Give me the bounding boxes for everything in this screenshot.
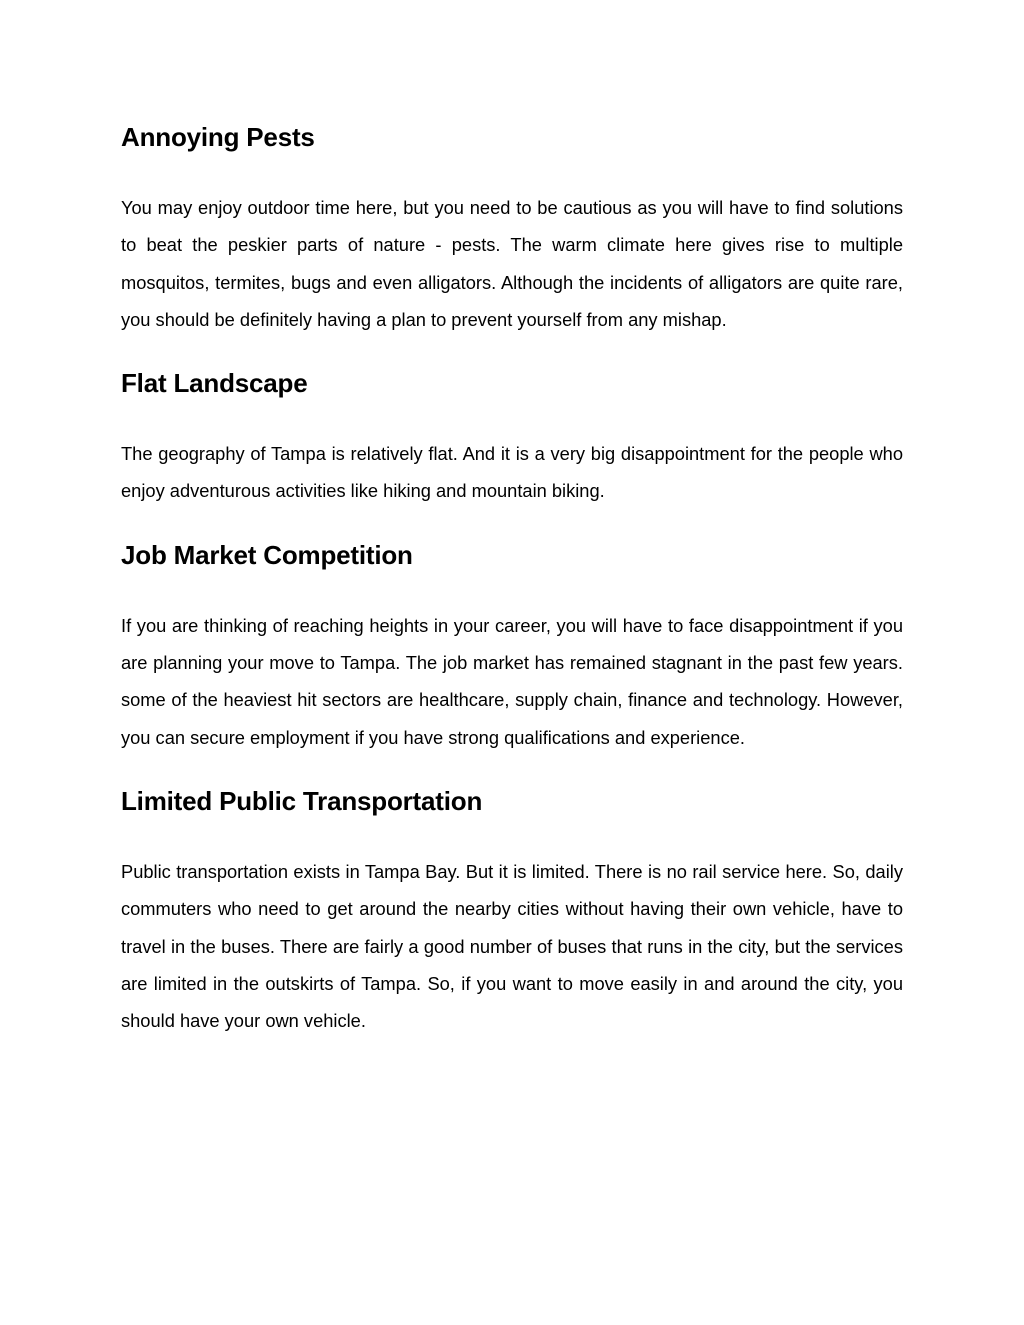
- section-heading-job-market: Job Market Competition: [121, 539, 413, 570]
- document-page: [121, 112, 903, 1039]
- spacer: [121, 408, 903, 435]
- section-body-flat-landscape: The geography of Tampa is relatively flat. And it is a very big disappointment for the people who enjoy adventurous activities like hiking and mountain biking.: [121, 443, 903, 502]
- section-body-annoying-pests: You may enjoy outdoor time here, but you need to be cautious as you will have to find solutions to beat the peskier parts of nature - pests. The warm climate here gives rise to multiple mosquitos, termites, bugs and even alligators. Although the incidents of alligators are quite rare, you should be definitely having a plan to prevent yourself from any mishap.: [121, 197, 903, 330]
- spacer: [121, 338, 903, 358]
- spacer: [121, 826, 903, 853]
- section-heading-flat-landscape: Flat Landscape: [121, 368, 308, 399]
- spacer: [121, 756, 903, 776]
- spacer: [121, 162, 903, 189]
- section-heading-annoying-pests: Annoying Pests: [121, 122, 315, 152]
- section-body-job-market: If you are thinking of reaching heights in your career, you will have to face disappointment if you are planning your move to Tampa. The job market has remained stagnant in the past few years. some of the heaviest hit sectors are healthcare, supply chain, finance and technology. However, you can secure employment if you have strong qualifications and experience.: [121, 614, 903, 748]
- spacer: [121, 580, 903, 607]
- section-body-public-transportation: Public transportation exists in Tampa Bay. But it is limited. There is no rail service here. So, daily commuters who need to get around the nearby cities without having their own vehicle, have to travel in the buses. There are fairly a good number of buses that runs in the city, but the services are limited in the outskirts of Tampa. So, if you want to move easily in and around the city, you should have your own vehicle.: [121, 860, 903, 1032]
- section-heading-public-transportation: Limited Public Transportation: [121, 785, 483, 816]
- spacer: [121, 510, 903, 530]
